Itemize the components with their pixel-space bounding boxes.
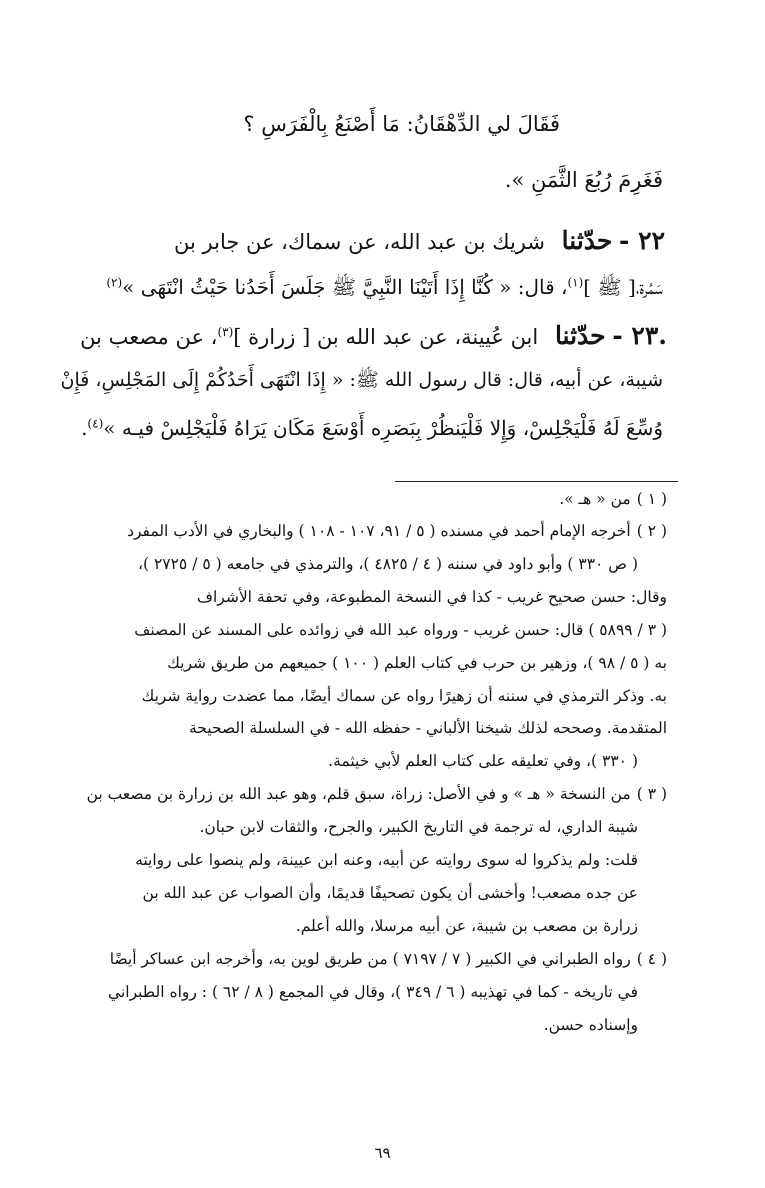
footnote-3-line-4: عن جده مصعب! وأخشى أن يكون تصحيفًا قديمًا، وأن الصواب عن عبد الله بن	[142, 884, 638, 902]
footnote-3-text: من النسخة « هـ » و في الأصل: زراة، سبق قلم، وهو عبد الله بن زرارة بن مصعب بن	[86, 785, 631, 803]
hadith-22-matn: ، قال: « كُنَّا إِذَا أَتَيْنَا النَّبِيَّ ﷺ جَلَسَ أَحَدُنا حَيْثُ انْتَهَى »	[122, 275, 568, 299]
hadith-23-line-3	[81, 416, 663, 440]
footnote-3-line-2: شيبة الداري، له ترجمة في التاريخ الكبير، والجرح، والثقات لابن حبان.	[199, 818, 638, 836]
hadith-22-narrator: سَمُرة،[ ﷺ ]	[583, 275, 663, 299]
footnote-2-number: ( ٢ )	[636, 522, 667, 540]
footnote-ref-1: (١)	[567, 275, 584, 290]
footnote-4-text: رواه الطبراني في الكبير ( ٧ / ٧١٩٧ ) من طريق لوين به، وأخرجه ابن عساكر أيضًا	[109, 950, 631, 968]
footnote-2-line-6: به. وذكر الترمذي في سننه أن زهيرًا رواه عن سماك أيضًا، مما عضدت رواية شريك	[141, 687, 667, 705]
hadith-23-line-1	[80, 321, 667, 350]
footnote-3-number: ( ٣ )	[636, 785, 667, 803]
footnote-ref-3: (٣)	[217, 325, 234, 339]
hadith-23-line-2: شيبة، عن أبيه، قال: قال رسول الله ﷺ: « إِذَا انْتَهَى أَحَدُكُمْ إِلَى المَجْلِسِ، فَإِنْ	[60, 369, 663, 391]
footnote-2-line-1	[127, 522, 667, 540]
footnote-separator	[395, 481, 678, 482]
footnote-4-line-2: في تاريخه - كما في تهذيبه ( ٦ / ٣٤٩ )، وقال في المجمع ( ٨ / ٦٢ ) : رواه الطبراني	[108, 983, 638, 1001]
main-text-line-1: فَقَالَ لي الدِّهْقَانُ: مَا أَصْنَعُ بِالْفَرَسِ ؟	[243, 112, 560, 136]
hadith-22-isnad: شريك بن عبد الله، عن سماك، عن جابر بن	[174, 230, 545, 254]
hadith-23-matn-end: وُسِّعَ لَهُ فَلْيَجْلِسْ، وَإِلا فَلْيَنظُرْ بِبَصَرِه أَوْسَعَ مَكَان يَرَاهُ فَلْيَجْلِسْ فيـه »	[103, 416, 663, 440]
page-number: ٦٩	[374, 1144, 391, 1162]
hadith-22-number: ٢٢ -	[619, 226, 665, 255]
hadith-23-number: .٢٣ -	[612, 321, 667, 350]
hadith-23-period: .	[81, 416, 88, 440]
footnote-1-text: من « هـ ».	[559, 490, 631, 508]
hadith-23-isnad-rest: ، عن مصعب بن	[80, 325, 218, 349]
footnote-3-line-3: قلت: ولم يذكروا له سوى روايته عن أبيه، وعنه ابن عيينة، ولم ينصوا على روايته	[135, 851, 638, 869]
footnote-3-line-1	[87, 785, 667, 803]
footnote-4-line-3: وإسناده حسن.	[543, 1016, 638, 1034]
footnote-2-text: أخرجه الإمام أحمد في مسنده ( ٥ / ٩١، ١٠٧ - ١٠٨ ) والبخاري في الأدب المفرد	[127, 522, 631, 540]
footnote-4-number: ( ٤ )	[636, 950, 667, 968]
footnote-1	[559, 490, 667, 508]
main-text-line-2: فَغَرِمَ رُبُعَ الثَّمَنِ ».	[504, 168, 663, 192]
hadith-23-isnad: ابن عُيينة، عن عبد الله بن [ زرارة ]	[233, 325, 539, 349]
footnote-2-line-2: ( ص ٣٣٠ ) وأبو داود في سننه ( ٤ / ٤٨٢٥ )، والترمذي في جامعه ( ٥ / ٢٧٢٥ )،	[137, 555, 638, 573]
footnote-2-line-8: ( ٣٣٠ )، وفي تعليقه على كتاب العلم لأبي خيثمة.	[328, 752, 638, 770]
footnote-2-line-7: المتقدمة. وصححه لذلك شيخنا الألباني - حفظه الله - في السلسلة الصحيحة	[188, 719, 667, 737]
footnote-ref-2: (٢)	[106, 275, 123, 290]
footnote-ref-4: (٤)	[87, 416, 104, 431]
footnote-1-number: ( ١ )	[636, 490, 667, 508]
footnote-2-line-5: به ( ٥ / ٩٨ )، وزهير بن حرب في كتاب العلم ( ١٠٠ ) جميعهم من طريق شريك	[167, 654, 667, 672]
footnote-3-line-5: زرارة بن مصعب بن شيبة، عن أبيه مرسلا، والله أعلم.	[295, 917, 638, 935]
hadith-22-line-1	[174, 226, 665, 255]
footnote-4-line-1	[110, 950, 667, 968]
footnote-2-line-4: ( ٣ / ٥٨٩٩ ) قال: حسن غريب - ورواه عبد الله في زوائده على المسند عن المصنف	[134, 621, 667, 639]
hadith-23-heading: حدّثنا	[554, 321, 606, 350]
footnote-2-line-3: وقال: حسن صحيح غريب - كذا في النسخة المطبوعة، وفي تحفة الأشراف	[196, 588, 667, 606]
hadith-22-line-2	[106, 275, 663, 304]
hadith-22-heading: حدّثنا	[561, 226, 613, 255]
